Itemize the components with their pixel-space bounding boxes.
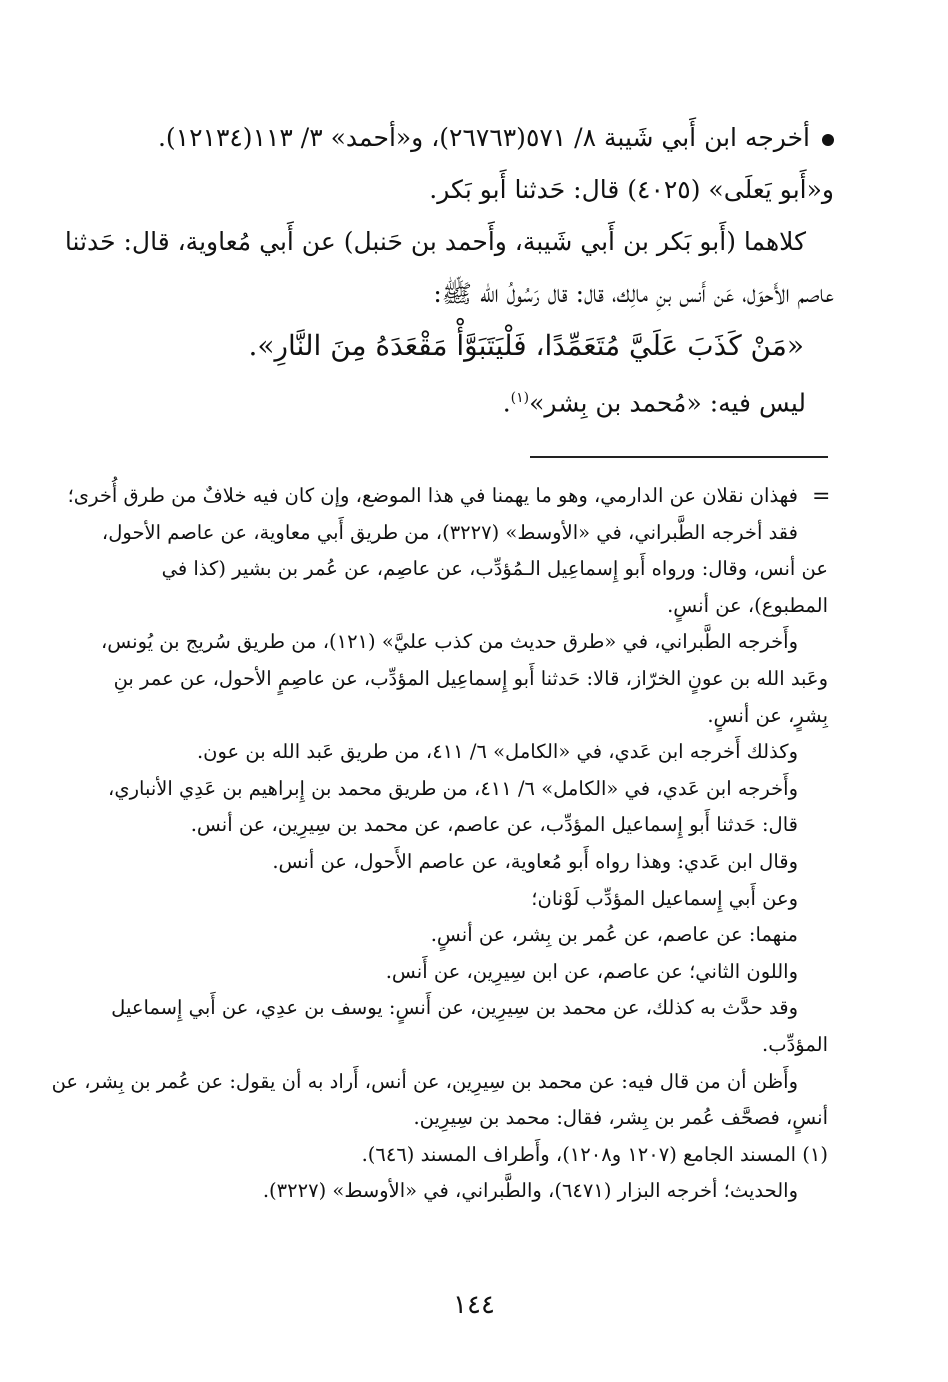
footnote-ref: (١) [510, 390, 530, 406]
main-line-1: أخرجه ابن أَبي شَيبة ٨/ ٥٧١(٢٦٧٦٣)، و«أحمد» ٣/ ١١٣(١٢١٣٤). [90, 112, 834, 164]
footnote-line: منهما: عن عاصم، عن عُمر بن بِشر، عن أنسٍ. [430, 923, 798, 947]
footnote-line: وأَخرجه ابن عَدي، في «الكامل» ٦/ ٤١١، من طريق محمد بن إِبراهيم بن عَدِي الأنباري، [108, 776, 798, 800]
bullet-icon [822, 134, 834, 146]
footnote-1: (١) المسند الجامع (١٢٠٧ و١٢٠٨)، وأَطراف المسند (٦٤٦). [361, 1142, 828, 1166]
footnote-line: المؤدِّب. [762, 1032, 828, 1056]
footnote-line: وكذلك أَخرجه ابن عَدي، في «الكامل» ٦/ ٤١١، من طريق عَبد الله بن عون. [196, 740, 798, 764]
main-text [64, 112, 834, 429]
footnote-line: فهذان نقلان عن الدارمي، وهو ما يهمنا في هذا الموضع، وإن كان فيه خلافٌ من طرق أُخرى؛ [67, 484, 798, 507]
footnote-line: واللون الثاني؛ عن عاصم، عن ابن سِيرِين، عن أَنس. [385, 959, 798, 983]
footnote-line: أنسٍ، فصحَّف عُمر بن بِشر، فقال: محمد بن سِيرِين. [413, 1106, 828, 1130]
footnote-line: وعَبد الله بن عونٍ الخرّاز، قالا: حَدثنا أَبو إِسماعِيل المؤدِّب، عن عاصِمٍ الأحول، عن عمر بنِ [113, 666, 828, 690]
footnotes [51, 478, 831, 1210]
footnote-separator [530, 456, 828, 458]
footnote-line: والحديث؛ أخرجه البزار (٦٤٧١)، والطَّبراني، في «الأوسط» (٣٢٢٧). [262, 1179, 798, 1203]
main-line-6: ليس فيه: «مُحمد بن بِشر»$^{(١)}$. [502, 388, 806, 418]
footnote-line: وقد حدَّث به كذلك، عن محمد بن سِيرِين، عن أَنسٍ: يوسف بن عدِي، عن أَبي إِسماعيل [111, 996, 798, 1020]
footnote-line: وعن أَبي إِسماعيل المؤدِّب لَوْنان؛ [531, 886, 798, 910]
footnote-line: قال: حَدثنا أَبو إِسماعيل المؤدِّب، عن عاصم، عن محمد بن سِيرِين، عن أنس. [190, 813, 798, 837]
main-line-3: كلاهما (أَبو بَكر بن أَبي شَيبة، وأَحمد بن حَنبل) عن أَبي مُعاوية، قال: حَدثنا [64, 227, 806, 256]
footnote-line: عن أنس، وقال: ورواه أَبو إِسماعِيل الـمُؤدِّب، عن عاصِم، عن عُمر بن بشير (كذا في [161, 557, 828, 581]
footnote-line: المطبوع)، عن أنسٍ. [667, 593, 828, 617]
footnote-line: وأَظن أن من قال فيه: عن محمد بن سِيرِين، عن أنس، أَراد به أن يقول: عن عُمر بن بِشر، عن [51, 1069, 798, 1093]
hadith-text: «مَنْ كَذَبَ عَلَيَّ مُتَعَمِّدًا، فَلْيَتَبَوَّأْ مَقْعَدَهُ مِنَ النَّارِ». [248, 329, 804, 362]
footnote-line: وأَخرجه الطَّبراني، في «طرق حديث من كذب عليَّ» (١٢١)، من طريق سُريج بن يُونس، [100, 630, 798, 654]
footnote-line: بِشرٍ، عن أنسٍ. [707, 703, 828, 727]
continuation-mark: = [812, 484, 831, 509]
footnote-line: فقد أخرجه الطَّبراني، في «الأوسط» (٣٢٢٧)، من طريق أَبي معاوية، عن عاصم الأحول، [101, 520, 798, 544]
main-line-2: و«أَبو يَعلَى» (٤٠٢٥) قال: حَدثنا أَبو بَكر. [429, 175, 834, 204]
footnote-line: وقال ابن عَدي: وهذا رواه أَبو مُعاوية، عن عاصم الأَحول، عن أنس. [272, 849, 798, 873]
page-number: ١٤٤ [453, 1290, 495, 1320]
main-line-4: عاصم الأَحوَل، عَن أَنس بنِ مالِك، قال: قال رَسُولُ الله ﷺ: [433, 279, 834, 308]
